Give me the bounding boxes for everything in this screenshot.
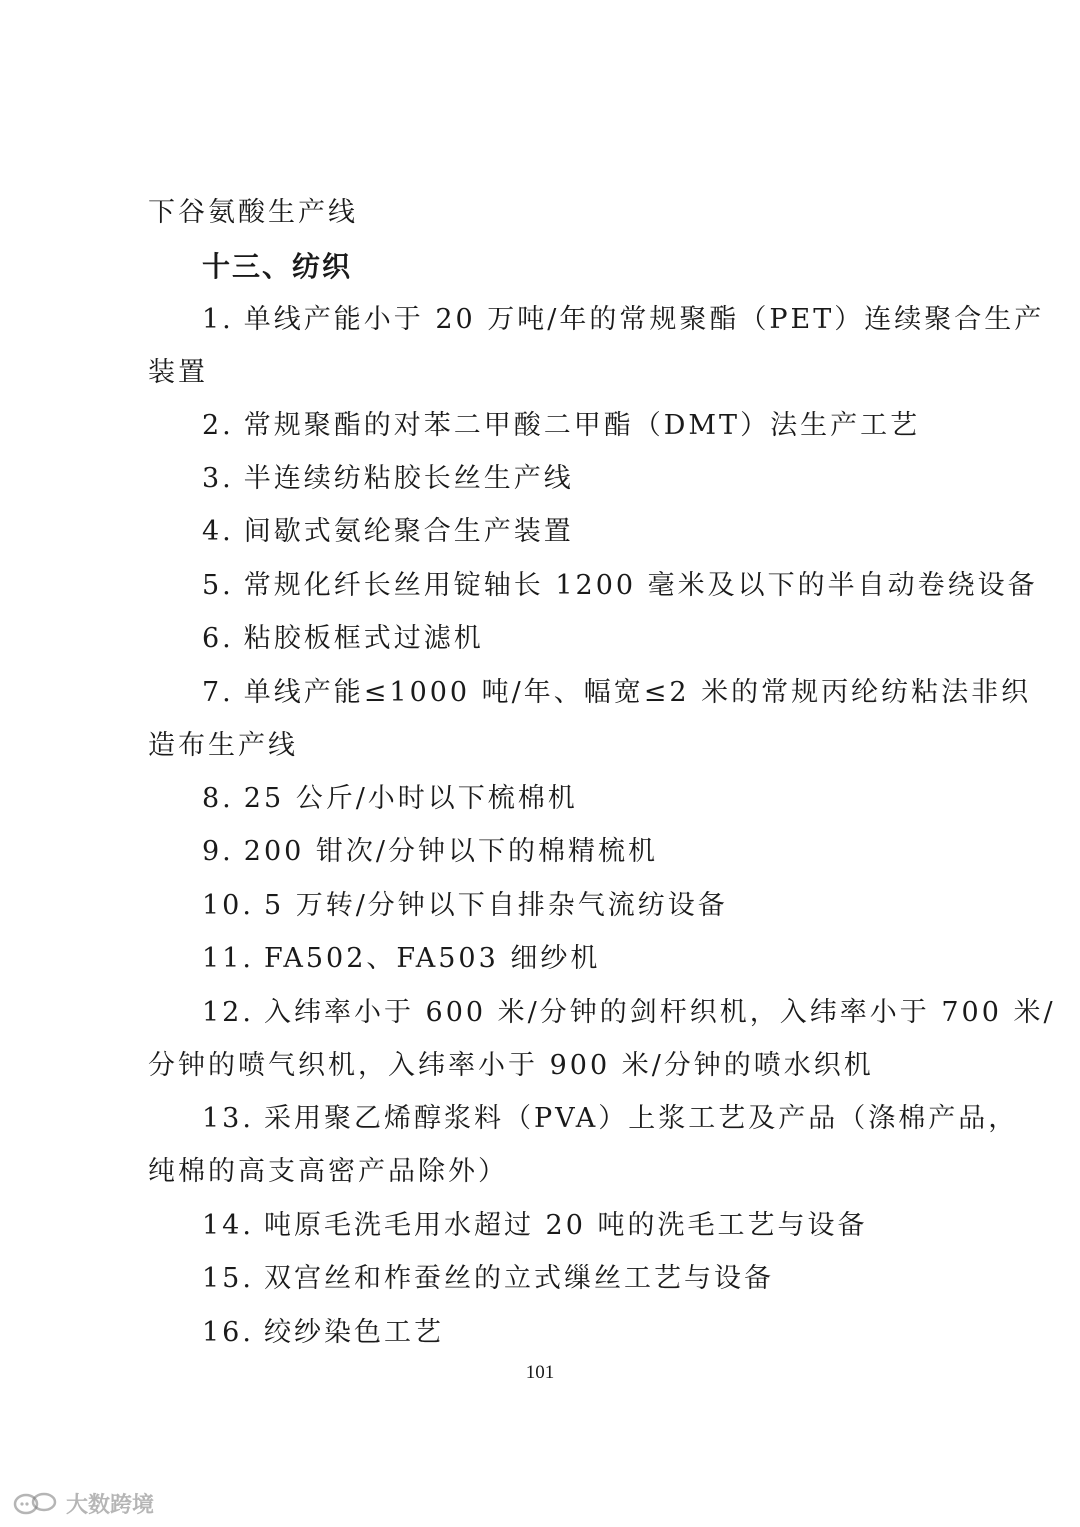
list-item: 12. 入纬率小于 600 米/分钟的剑杆织机，入纬率小于 700 米/ [202, 997, 1056, 1028]
list-item: 15. 双宫丝和柞蚕丝的立式缫丝工艺与设备 [202, 1263, 774, 1294]
list-item: 8. 25 公斤/小时以下梳棉机 [202, 783, 578, 814]
list-item-continuation: 纯棉的高支高密产品除外） [148, 1156, 508, 1187]
list-item: 10. 5 万转/分钟以下自排杂气流纺设备 [202, 890, 728, 921]
list-item: 13. 采用聚乙烯醇浆料（PVA）上浆工艺及产品（涤棉产品， [202, 1103, 1019, 1134]
watermark-text: 大数跨境 [66, 1493, 155, 1518]
page-number: 101 [525, 1362, 555, 1383]
section-heading: 十三、纺织 [202, 250, 353, 283]
list-item: 6. 粘胶板框式过滤机 [202, 623, 484, 654]
list-item: 2. 常规聚酯的对苯二甲酸二甲酯（DMT）法生产工艺 [202, 410, 921, 441]
list-item: 1. 单线产能小于 20 万吨/年的常规聚酯（PET）连续聚合生产 [202, 304, 1045, 335]
watermark [12, 1488, 154, 1519]
list-item: 5. 常规化纤长丝用锭轴长 1200 毫米及以下的半自动卷绕设备 [202, 570, 1038, 601]
list-item-continuation: 分钟的喷气织机，入纬率小于 900 米/分钟的喷水织机 [148, 1050, 874, 1081]
list-item: 9. 200 钳次/分钟以下的棉精梳机 [202, 836, 658, 867]
list-item: 4. 间歇式氨纶聚合生产装置 [202, 516, 574, 547]
continuation-line: 下谷氨酸生产线 [148, 197, 358, 228]
list-item-continuation: 造布生产线 [148, 730, 298, 761]
list-item: 16. 绞纱染色工艺 [202, 1317, 444, 1348]
list-item: 7. 单线产能≤1000 吨/年、幅宽≤2 米的常规丙纶纺粘法非织 [202, 677, 1032, 708]
list-item-continuation: 装置 [148, 357, 208, 388]
list-item: 3. 半连续纺粘胶长丝生产线 [202, 463, 574, 494]
list-item: 14. 吨原毛洗毛用水超过 20 吨的洗毛工艺与设备 [202, 1210, 868, 1241]
list-item: 11. FA502、FA503 细纱机 [202, 943, 601, 974]
chat-bubble-icon [12, 1491, 60, 1517]
